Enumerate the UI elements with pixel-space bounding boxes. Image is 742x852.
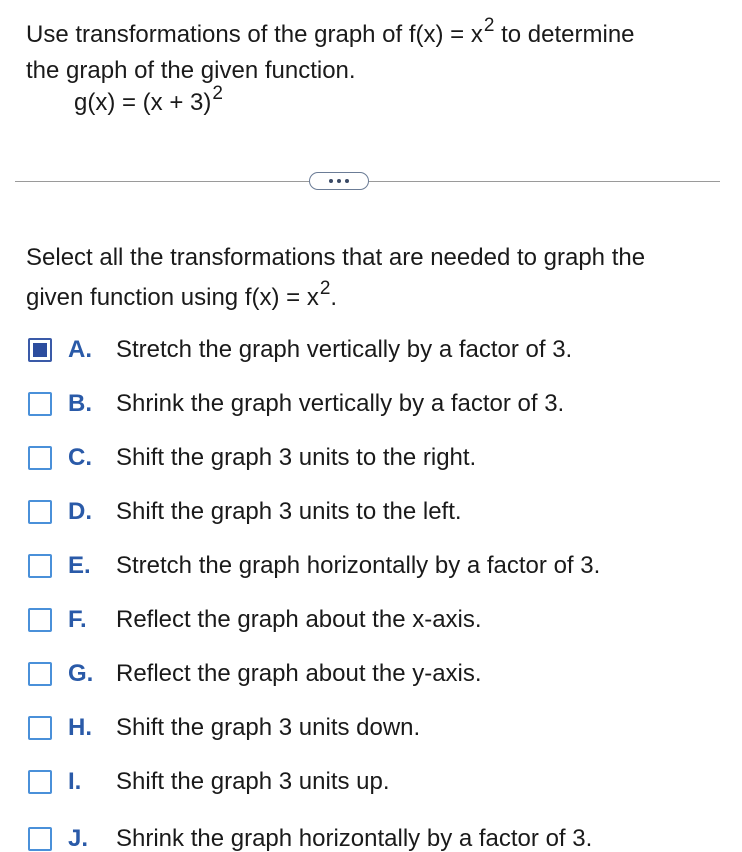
option-j[interactable] bbox=[28, 822, 592, 852]
option-b[interactable] bbox=[28, 387, 564, 421]
option-j-clipped-row bbox=[28, 822, 728, 852]
option-a[interactable] bbox=[28, 333, 572, 367]
option-g-checkbox[interactable] bbox=[28, 662, 52, 686]
option-c-letter: C. bbox=[68, 444, 92, 471]
instruction-exponent: 2 bbox=[319, 278, 331, 299]
option-j-letter: J. bbox=[68, 825, 89, 852]
option-c-text: Shift the graph 3 units to the right. bbox=[116, 444, 477, 471]
option-e[interactable] bbox=[28, 549, 600, 583]
option-f-checkbox[interactable] bbox=[28, 608, 52, 632]
option-i-text: Shift the graph 3 units up. bbox=[116, 768, 390, 795]
option-d[interactable] bbox=[28, 495, 462, 529]
expand-more-button[interactable] bbox=[309, 172, 369, 190]
option-j-checkbox[interactable] bbox=[28, 827, 52, 851]
option-g[interactable] bbox=[28, 657, 482, 691]
option-a-text: Stretch the graph vertically by a factor of 3. bbox=[116, 336, 573, 363]
option-b-letter: B. bbox=[68, 390, 92, 417]
option-i-checkbox[interactable] bbox=[28, 770, 52, 794]
question-line-1-end: to determine bbox=[494, 21, 635, 48]
option-f-letter: F. bbox=[68, 606, 87, 633]
option-d-letter: D. bbox=[68, 498, 92, 525]
option-f-text: Reflect the graph about the x-axis. bbox=[116, 606, 482, 633]
instruction-line-2 bbox=[26, 278, 726, 320]
option-a-checkbox[interactable] bbox=[28, 338, 52, 362]
option-c[interactable] bbox=[28, 441, 476, 475]
option-a-letter: A. bbox=[68, 336, 92, 363]
option-i-letter: I. bbox=[68, 768, 82, 795]
option-d-text: Shift the graph 3 units to the left. bbox=[116, 498, 462, 525]
instruction-line-2-end: . bbox=[330, 284, 338, 311]
instruction-line-1: Select all the transformations that are needed to graph the bbox=[26, 244, 646, 271]
option-b-checkbox[interactable] bbox=[28, 392, 52, 416]
question-text bbox=[26, 15, 726, 88]
option-e-letter: E. bbox=[68, 552, 91, 579]
ellipsis-icon bbox=[329, 179, 333, 183]
instruction-line-2-start: given function using f(x) = x bbox=[26, 284, 319, 311]
given-function-base: g(x) = (x + 3) bbox=[74, 89, 212, 116]
question-line-2: the graph of the given function. bbox=[26, 57, 356, 84]
question-line-1-start: Use transformations of the graph of f(x) = x bbox=[26, 21, 483, 48]
ellipsis-icon bbox=[337, 179, 341, 183]
given-function bbox=[74, 83, 223, 122]
option-e-text: Stretch the graph horizontally by a factor of 3. bbox=[116, 552, 601, 579]
ellipsis-icon bbox=[345, 179, 349, 183]
given-function-exponent: 2 bbox=[212, 83, 223, 104]
option-h-letter: H. bbox=[68, 714, 92, 741]
option-g-text: Reflect the graph about the y-axis. bbox=[116, 660, 482, 687]
option-j-text: Shrink the graph horizontally by a factor of 3. bbox=[116, 825, 593, 852]
option-f[interactable] bbox=[28, 603, 482, 637]
option-h-text: Shift the graph 3 units down. bbox=[116, 714, 421, 741]
option-e-checkbox[interactable] bbox=[28, 554, 52, 578]
option-i[interactable] bbox=[28, 765, 390, 799]
question-exponent: 2 bbox=[483, 15, 495, 36]
checkbox-checked-icon bbox=[33, 343, 47, 357]
option-c-checkbox[interactable] bbox=[28, 446, 52, 470]
option-g-letter: G. bbox=[68, 660, 94, 687]
option-b-text: Shrink the graph vertically by a factor of 3. bbox=[116, 390, 565, 417]
question-line-1 bbox=[26, 15, 726, 54]
option-d-checkbox[interactable] bbox=[28, 500, 52, 524]
instruction-text bbox=[26, 238, 726, 320]
option-h[interactable] bbox=[28, 711, 420, 745]
option-h-checkbox[interactable] bbox=[28, 716, 52, 740]
